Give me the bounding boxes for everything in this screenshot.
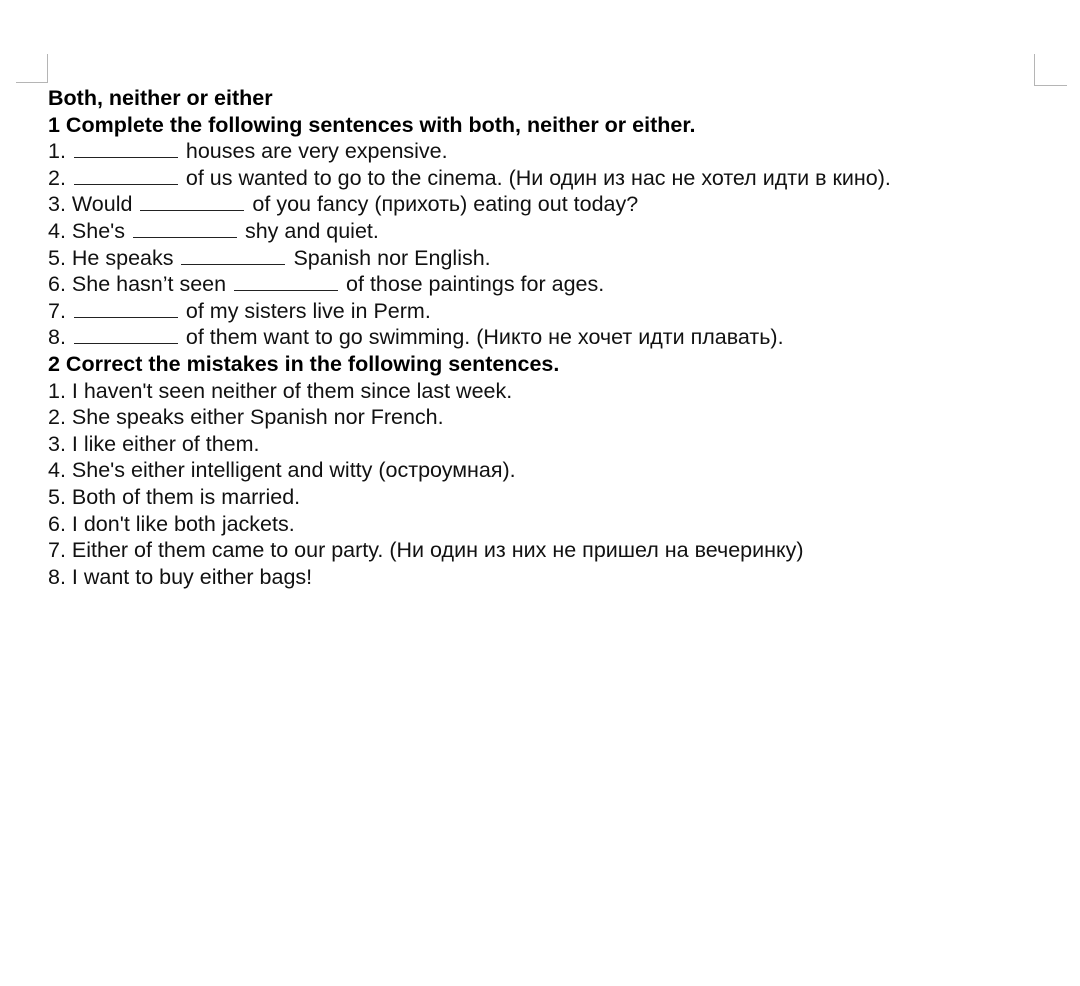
exercise-2-item: 8. I want to buy either bags! — [48, 564, 313, 589]
exercise-1-item — [48, 218, 1058, 245]
exercise-1-item — [48, 271, 1058, 298]
item-text-before: 3. Would — [48, 192, 139, 217]
item-text-after: Spanish nor English. — [287, 245, 491, 270]
exercise-2-item: 2. She speaks either Spanish nor French. — [48, 405, 444, 430]
item-text-before: 6. She hasn’t seen — [48, 272, 233, 297]
item-text-before: 5. He speaks — [48, 245, 180, 270]
item-text-before: 2. — [48, 165, 72, 190]
answer-blank — [133, 220, 237, 238]
exercise-2-item: 7. Either of them came to our party. (Ни один из них не пришел на вечеринку) — [48, 538, 804, 563]
exercise-2-item: 1. I haven't seen neither of them since last week. — [48, 378, 513, 403]
item-text-before: 8. — [48, 325, 72, 350]
page-corner-mark-top-right — [1034, 54, 1067, 86]
item-text-after: of my sisters live in Perm. — [179, 298, 431, 323]
exercise-1-item — [48, 298, 1058, 325]
item-text-after: of you fancy (прихоть) eating out today? — [246, 192, 639, 217]
exercise-1-heading: 1 Complete the following sentences with both, neither or either. — [48, 112, 696, 137]
item-text-after: houses are very expensive. — [179, 139, 448, 164]
exercise-2-item: 3. I like either of them. — [48, 431, 260, 456]
item-text-after: of those paintings for ages. — [340, 272, 605, 297]
item-text-after: shy and quiet. — [239, 218, 379, 243]
item-text-after: of them want to go swimming. (Никто не хочет идти плавать). — [179, 325, 784, 350]
exercise-1-item — [48, 191, 1058, 218]
item-text-before: 1. — [48, 139, 72, 164]
exercise-2-item: 5. Both of them is married. — [48, 484, 301, 509]
exercise-1-item — [48, 324, 1058, 351]
exercise-2-item: 6. I don't like both jackets. — [48, 511, 295, 536]
document-title: Both, neither or either — [48, 86, 273, 110]
item-text-before: 7. — [48, 298, 72, 323]
item-text-before: 4. She's — [48, 218, 131, 243]
exercise-2-item: 4. She's either intelligent and witty (остроумная). — [48, 458, 516, 483]
answer-blank — [74, 300, 178, 318]
answer-blank — [74, 326, 178, 344]
exercise-2-heading: 2 Correct the mistakes in the following sentences. — [48, 351, 560, 376]
item-text-after: of us wanted to go to the cinema. (Ни один из нас не хотел идти в кино). — [179, 165, 891, 190]
answer-blank — [74, 140, 178, 158]
exercise-1-item — [48, 245, 1058, 272]
exercise-1-item — [48, 138, 1058, 165]
exercise-1-item — [48, 165, 1058, 192]
answer-blank — [74, 167, 178, 185]
document-body — [48, 85, 1058, 590]
answer-blank — [181, 247, 285, 265]
page-corner-mark-top-left — [16, 54, 48, 83]
answer-blank — [234, 273, 338, 291]
answer-blank — [140, 193, 244, 211]
